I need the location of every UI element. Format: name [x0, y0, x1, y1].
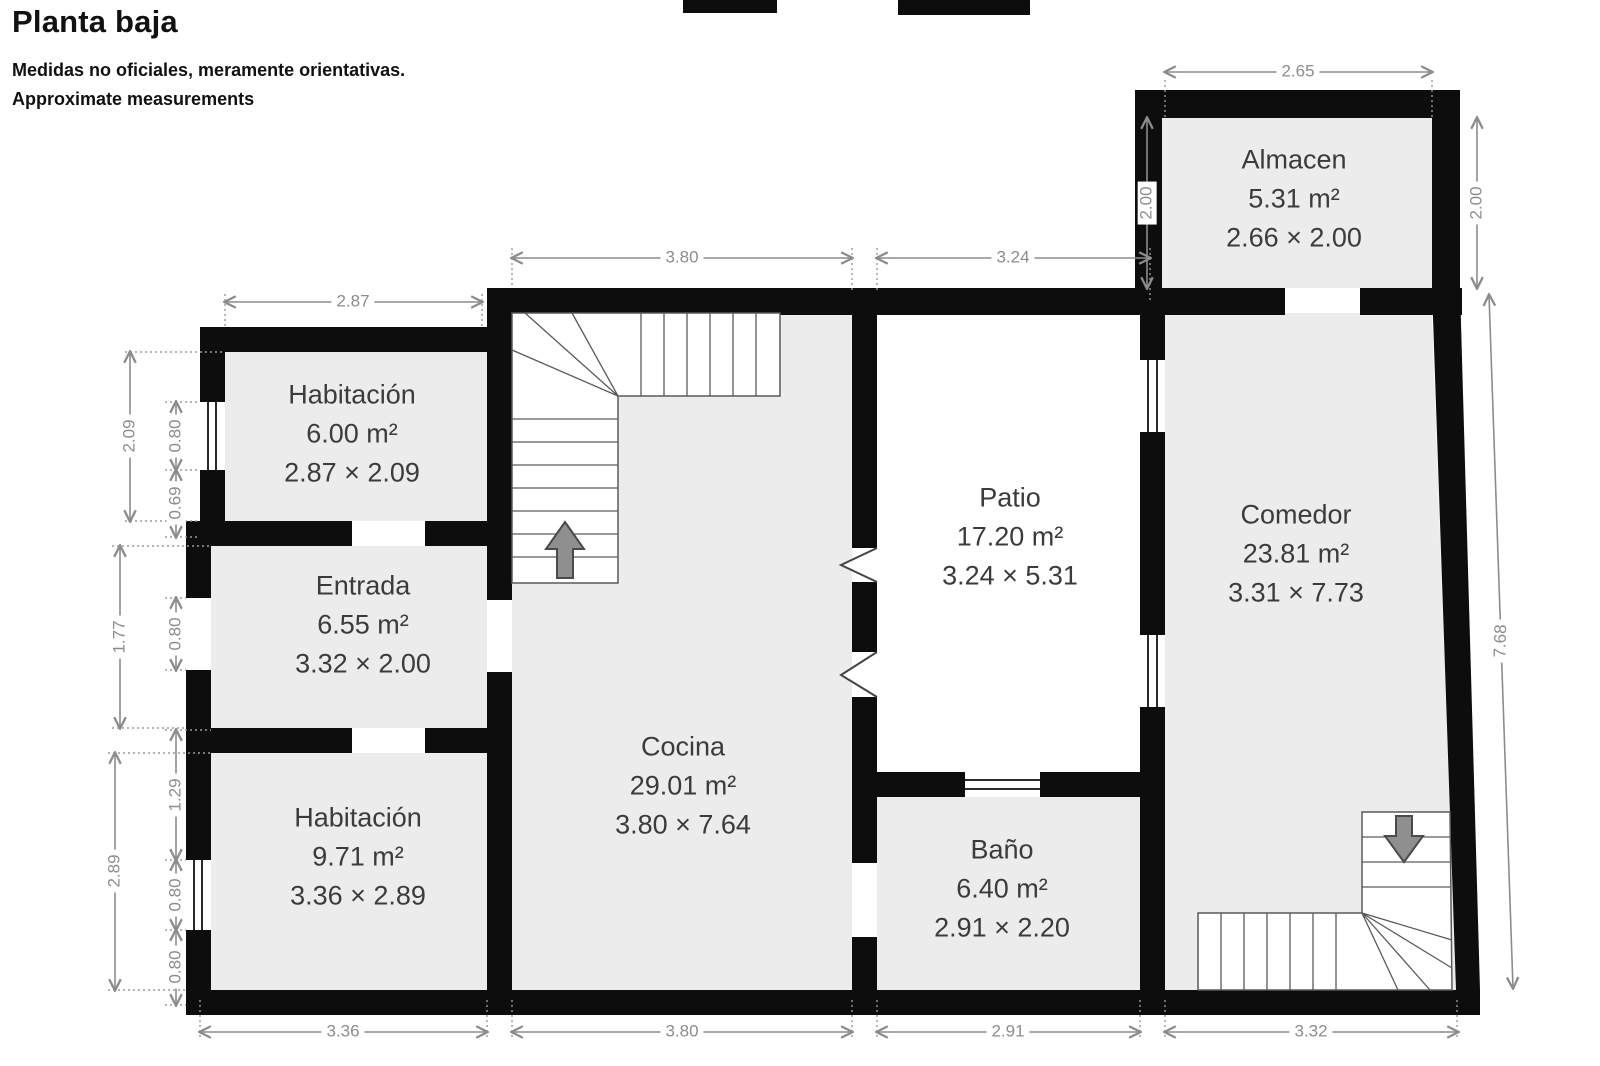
room-name: Patio [979, 482, 1041, 513]
dim-habitacion-top-window: 0.80 [167, 414, 186, 457]
room-label-entrada [295, 566, 431, 683]
room-name: Habitación [294, 802, 422, 833]
dim-comedor-width: 3.32 [1289, 1023, 1332, 1042]
room-name: Almacen [1241, 144, 1347, 175]
room-area: 9.71 m² [312, 841, 404, 872]
room-area: 23.81 m² [1242, 538, 1350, 569]
dim-almacen-height-left: 2.00 [1138, 181, 1157, 224]
room-label-habitacion-top [284, 375, 420, 492]
room-dims: 2.87 × 2.09 [284, 457, 420, 488]
disclaimer-line-1: Medidas no oficiales, meramente orientativas. [12, 60, 406, 80]
room-label-patio [942, 478, 1078, 595]
room-name: Habitación [288, 379, 416, 410]
room-label-comedor [1228, 495, 1364, 612]
room-area: 6.00 m² [306, 418, 398, 449]
room-label-habitacion-bottom [290, 798, 426, 915]
room-area: 6.55 m² [317, 609, 409, 640]
room-dims: 3.80 × 7.64 [615, 809, 751, 840]
window-comedor-lower [1140, 635, 1165, 707]
room-dims: 3.32 × 2.00 [295, 648, 431, 679]
room-area: 5.31 m² [1248, 183, 1340, 214]
dim-habitacion-bottom-height: 2.89 [106, 849, 125, 892]
dim-habitacion-bottom-width: 3.36 [321, 1023, 364, 1042]
room-area: 17.20 m² [956, 521, 1064, 552]
room-dims: 3.24 × 5.31 [942, 560, 1078, 591]
disclaimer-line-2: Approximate measurements [12, 88, 255, 109]
room-dims: 3.31 × 7.73 [1228, 577, 1364, 608]
room-area: 29.01 m² [629, 770, 737, 801]
dim-entrada-door: 0.80 [167, 612, 186, 655]
window-comedor-upper [1140, 360, 1165, 432]
dim-patio-width-top: 3.24 [991, 249, 1034, 268]
dim-habitacion-bottom-lower: 0.80 [167, 945, 186, 988]
dim-habitacion-bottom-upper: 1.29 [167, 773, 186, 816]
room-name: Baño [970, 834, 1034, 865]
room-label-cocina [615, 727, 751, 844]
room-dims: 2.66 × 2.00 [1226, 222, 1362, 253]
dim-cocina-width-top: 3.80 [660, 249, 703, 268]
room-name: Cocina [640, 731, 726, 762]
dim-cocina-width-bottom: 3.80 [660, 1023, 703, 1042]
room-dims: 3.36 × 2.89 [290, 880, 426, 911]
dim-habitacion-bottom-window: 0.80 [167, 873, 186, 916]
dim-almacen-height-right: 2.00 [1468, 181, 1487, 224]
page-title: Planta baja [12, 4, 178, 39]
room-name: Entrada [315, 570, 411, 601]
dim-habitacion-top-height: 2.09 [121, 414, 140, 457]
header [12, 4, 405, 114]
room-dims: 2.91 × 2.20 [934, 912, 1070, 943]
dim-comedor-height: 7.68 [1491, 619, 1511, 663]
dim-habitacion-top-width: 2.87 [331, 293, 374, 312]
dim-entrada-height: 1.77 [111, 615, 130, 658]
room-label-almacen [1226, 140, 1362, 257]
window-habitacion-top [200, 402, 225, 470]
room-label-bano [934, 830, 1070, 947]
window-habitacion-bottom [186, 860, 211, 930]
room-area: 6.40 m² [956, 873, 1048, 904]
room-name: Comedor [1240, 499, 1352, 530]
dim-bano-width: 2.91 [986, 1023, 1029, 1042]
dim-habitacion-top-wall: 0.69 [167, 481, 186, 524]
window-bano [965, 772, 1040, 797]
dim-almacen-width: 2.65 [1276, 63, 1319, 82]
cropped-ui-fragment [683, 0, 1030, 15]
